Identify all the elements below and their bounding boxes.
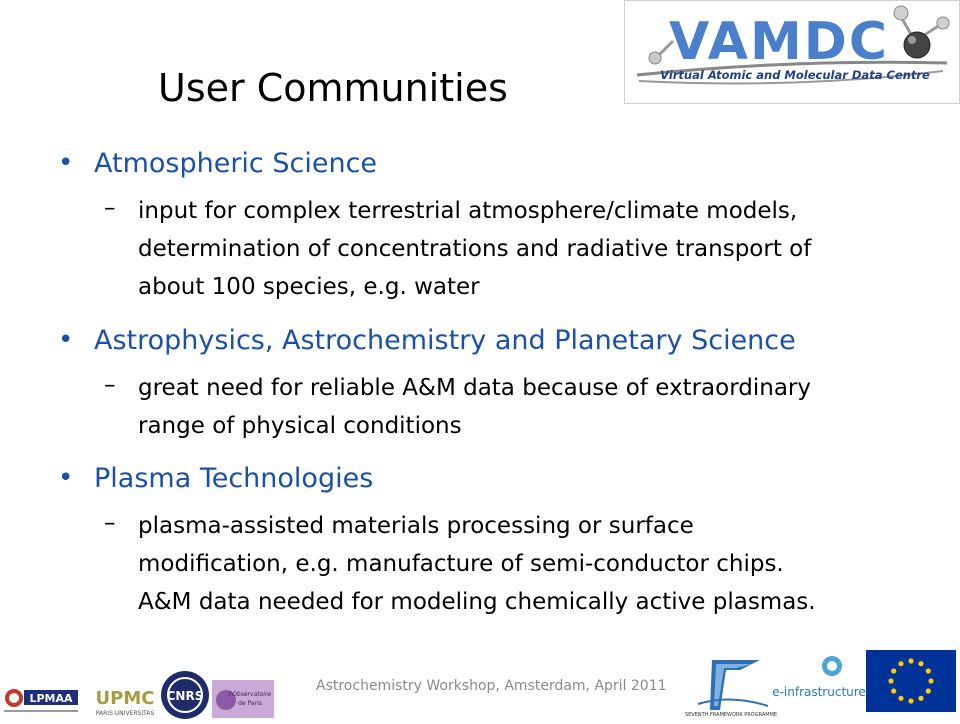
sub-bullet-plasma: [138, 507, 928, 621]
cnrs-logo: [160, 670, 210, 720]
bullet-heading-atmospheric: Atmospheric Science: [94, 148, 378, 179]
eu-flag: [866, 650, 956, 712]
fp7-logo: [684, 654, 778, 720]
bullet-marker: •: [58, 463, 74, 493]
sub-bullet-line: plasma-assisted materials processing or surface: [138, 513, 694, 539]
vamdc-logo: [624, 0, 960, 104]
slide-title: User Communities: [158, 66, 508, 110]
observatoire-logo: [212, 680, 274, 718]
vamdc-subtitle: Virtual Atomic and Molecular Data Centre: [660, 68, 930, 82]
bullet-marker: •: [58, 148, 74, 178]
sub-bullet-line: determination of concentrations and radiative transport of: [138, 236, 812, 262]
sub-bullet-line: modification, e.g. manufacture of semi-conductor chips.: [138, 551, 784, 577]
sub-bullet-line: A&M data needed for modeling chemically active plasmas.: [138, 589, 816, 615]
svg-text:UPMC: UPMC: [95, 688, 155, 709]
bullet-marker: •: [58, 325, 74, 355]
bullet-heading-astrophysics: Astrophysics, Astrochemistry and Planetary Science: [94, 325, 796, 356]
sub-bullet-line: input for complex terrestrial atmosphere/climate models,: [138, 198, 798, 224]
upmc-logo: [92, 684, 158, 718]
svg-text:PARIS UNIVERSITAS: PARIS UNIVERSITAS: [95, 710, 155, 717]
vamdc-wordmark: VAMDC: [668, 12, 890, 72]
e-infrastructure-logo: [772, 654, 866, 704]
svg-text:CNRS: CNRS: [166, 689, 204, 703]
sub-bullet-marker: –: [104, 195, 116, 221]
bullet-heading-plasma: Plasma Technologies: [94, 463, 374, 494]
svg-text:de Paris: de Paris: [238, 700, 262, 707]
sub-bullet-atmospheric: [138, 192, 928, 306]
sub-bullet-marker: –: [104, 372, 116, 398]
sub-bullet-line: great need for reliable A&M data because of extraordinary: [138, 375, 811, 401]
svg-text:SEVENTH FRAMEWORK PROGRAMME: SEVENTH FRAMEWORK PROGRAMME: [684, 712, 778, 718]
sub-bullet-marker: –: [104, 510, 116, 536]
svg-text:LPMAA: LPMAA: [29, 692, 73, 705]
sub-bullet-line: range of physical conditions: [138, 413, 462, 439]
svg-text:e-infrastructure: e-infrastructure: [772, 685, 866, 699]
sub-bullet-line: about 100 species, e.g. water: [138, 274, 480, 300]
sub-bullet-astrophysics: [138, 369, 928, 445]
svg-text:l'Observatoire: l'Observatoire: [228, 691, 272, 698]
lpmaa-logo: [2, 684, 82, 718]
footer-text: Astrochemistry Workshop, Amsterdam, April 2011: [316, 678, 667, 694]
